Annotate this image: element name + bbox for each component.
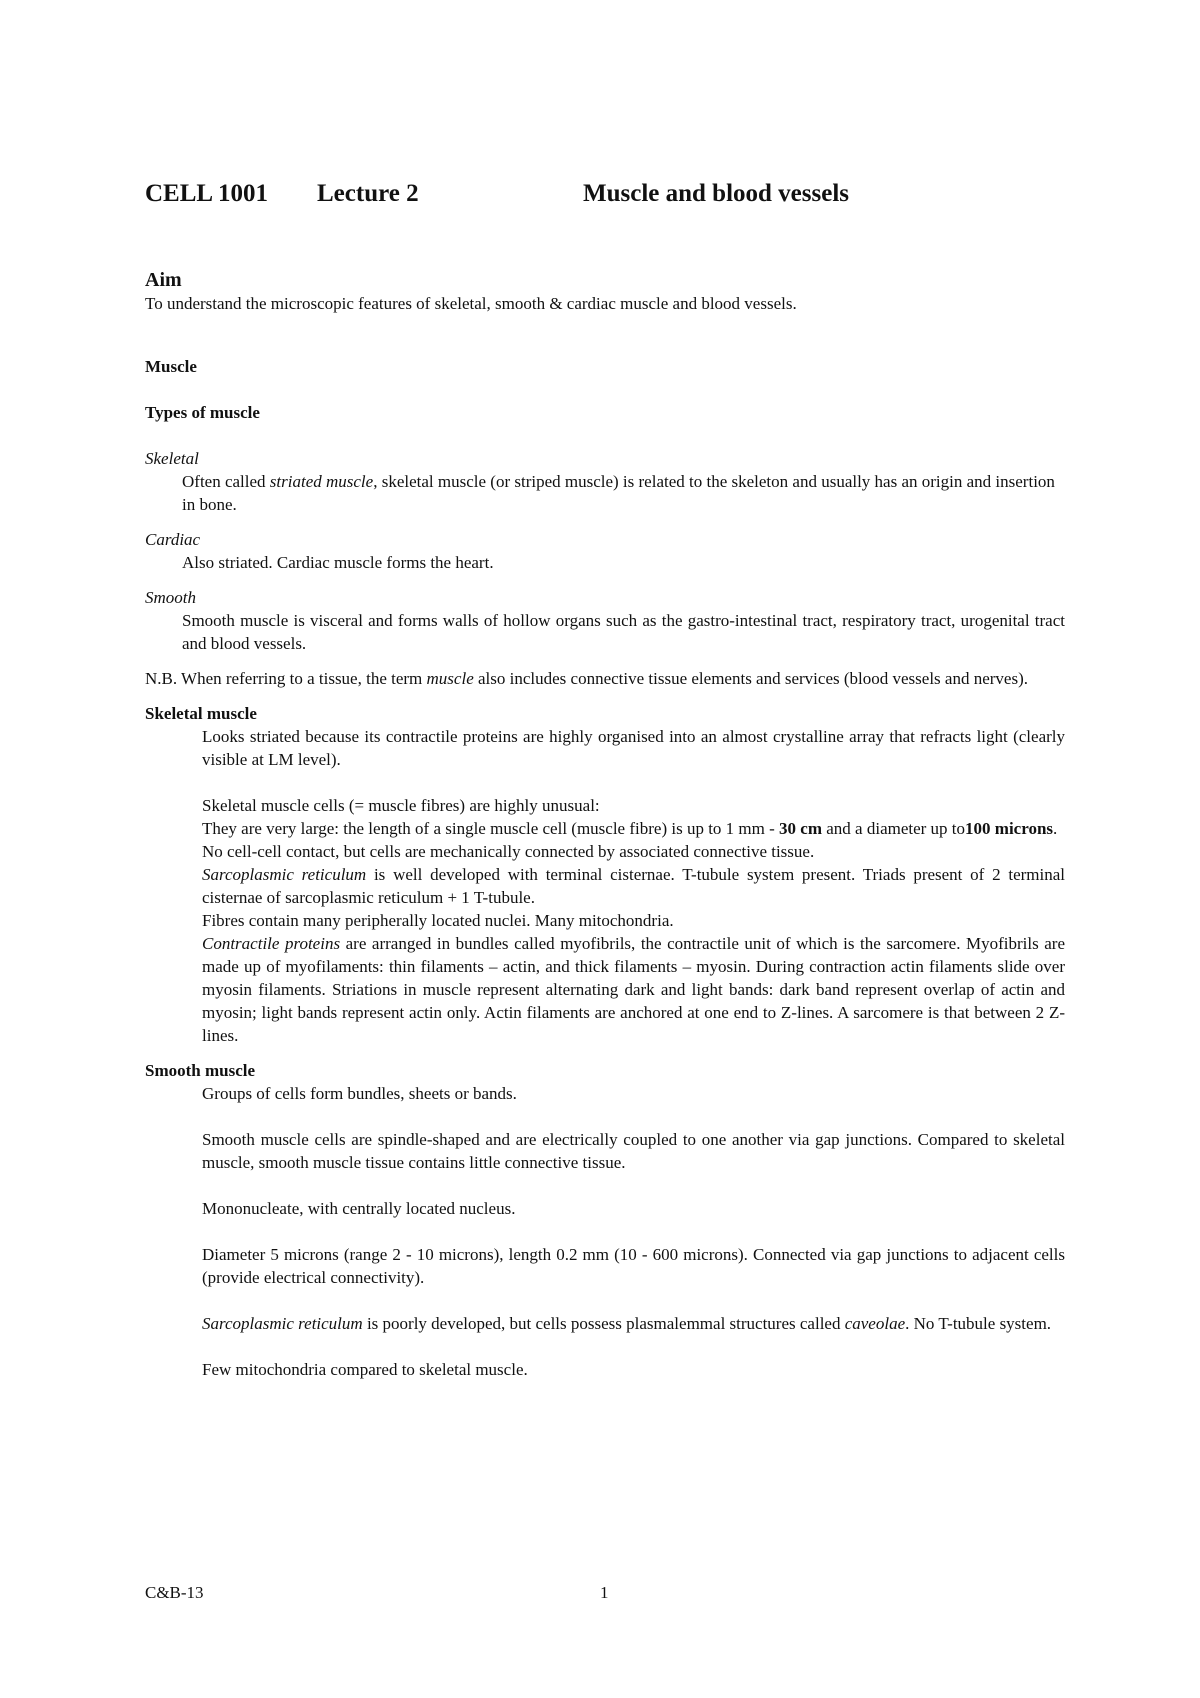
course-code: CELL 1001 [145,180,268,207]
skeletal-muscle-body [202,725,1065,1047]
smooth-p1: Groups of cells form bundles, sheets or bands. [202,1084,517,1103]
aim-text: To understand the microscopic features of skeletal, smooth & cardiac muscle and blood vessels. [145,294,797,313]
smooth-muscle-body [202,1082,1065,1381]
lecture-topic: Muscle and blood vessels [583,180,850,207]
skeletal-p2: Skeletal muscle cells (= muscle fibres) are highly unusual: [202,796,600,815]
smooth-muscle-heading: Smooth muscle [145,1061,256,1080]
smooth-p5: Sarcoplasmic reticulum is poorly developed, but cells possess plasmalemmal structures called caveolae. No T-tubule system. [202,1314,1052,1333]
skeletal-muscle-heading: Skeletal muscle [145,704,257,723]
skeletal-text: Often called striated muscle, skeletal muscle (or striped muscle) is related to the skeleton and usually has an origin and insertion in bone. [182,472,1055,514]
skeletal-p5: Sarcoplasmic reticulum is well developed with terminal cisternae. T-tubule system present. Triads present of 2 terminal cisternae of sarcoplasmic reticulum + 1 T-tubule. [202,865,1065,907]
smooth-p3: Mononucleate, with centrally located nucleus. [202,1199,516,1218]
aim-heading: Aim [145,269,182,291]
smooth-p2: Smooth muscle cells are spindle-shaped and are electrically coupled to one another via gap junctions. Compared to skeletal muscle, smooth muscle tissue contains little connective tissue. [202,1130,1065,1172]
smooth-p6: Few mitochondria compared to skeletal muscle. [202,1360,528,1379]
nb-note: N.B. When referring to a tissue, the term muscle also includes connective tissue elements and services (blood vessels and nerves). [145,669,1028,688]
smooth-p4: Diameter 5 microns (range 2 - 10 microns), length 0.2 mm (10 - 600 microns). Connected via gap junctions to adjacent cells (provide electrical connectivity). [202,1245,1065,1287]
document-body [145,268,1065,1381]
lecture-number: Lecture 2 [317,180,419,207]
types-heading: Types of muscle [145,403,260,422]
skeletal-p3: They are very large: the length of a single muscle cell (muscle fibre) is up to 1 mm - 30 cm and a diameter up to100 microns. [202,819,1058,838]
page-number: 1 [600,1583,609,1602]
skeletal-label: Skeletal [145,449,199,468]
smooth-text: Smooth muscle is visceral and forms walls of hollow organs such as the gastro-intestinal tract, respiratory tract, urogenital tract and blood vessels. [182,611,1065,653]
cardiac-text: Also striated. Cardiac muscle forms the heart. [182,553,494,572]
skeletal-p4: No cell-cell contact, but cells are mechanically connected by associated connective tissue. [202,842,815,861]
footer-code: C&B-13 [145,1583,204,1602]
cardiac-label: Cardiac [145,530,201,549]
skeletal-p1: Looks striated because its contractile proteins are highly organised into an almost crystalline array that refracts light (clearly visible at LM level). [202,727,1065,769]
skeletal-p7: Contractile proteins are arranged in bundles called myofibrils, the contractile unit of which is the sarcomere. Myofibrils are made up of myofilaments: thin filaments – actin, and thick filaments – myosin. During contraction actin filaments slide over myosin filaments. Striations in muscle represent alternating dark and light bands: dark band represent overlap of actin and myosin; light bands represent actin only. Actin filaments are anchored at one end to Z-lines. A sarcomere is that between 2 Z-lines. [202,934,1065,1045]
skeletal-p6: Fibres contain many peripherally located nuclei. Many mitochondria. [202,911,674,930]
smooth-label: Smooth [145,588,196,607]
muscle-heading: Muscle [145,357,197,376]
